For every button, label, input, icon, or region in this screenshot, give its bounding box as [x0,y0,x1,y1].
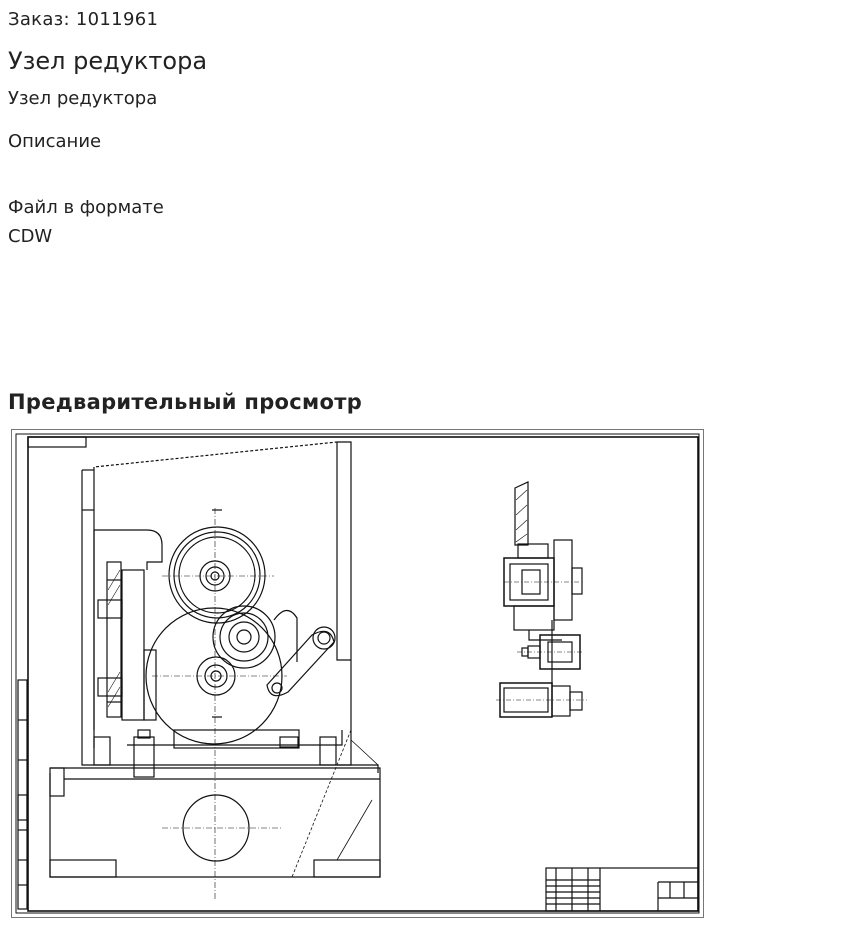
description-heading: Описание [8,131,102,152]
preview-heading: Предварительный просмотр [8,390,363,414]
file-format-text: Файл в формате CDW [8,197,164,247]
technical-drawing-image [12,430,703,917]
drawing-preview [11,429,704,918]
page-subtitle: Узел редуктора [8,88,158,109]
page-title: Узел редуктора [8,47,208,75]
order-number: Заказ: 1011961 [8,9,159,30]
